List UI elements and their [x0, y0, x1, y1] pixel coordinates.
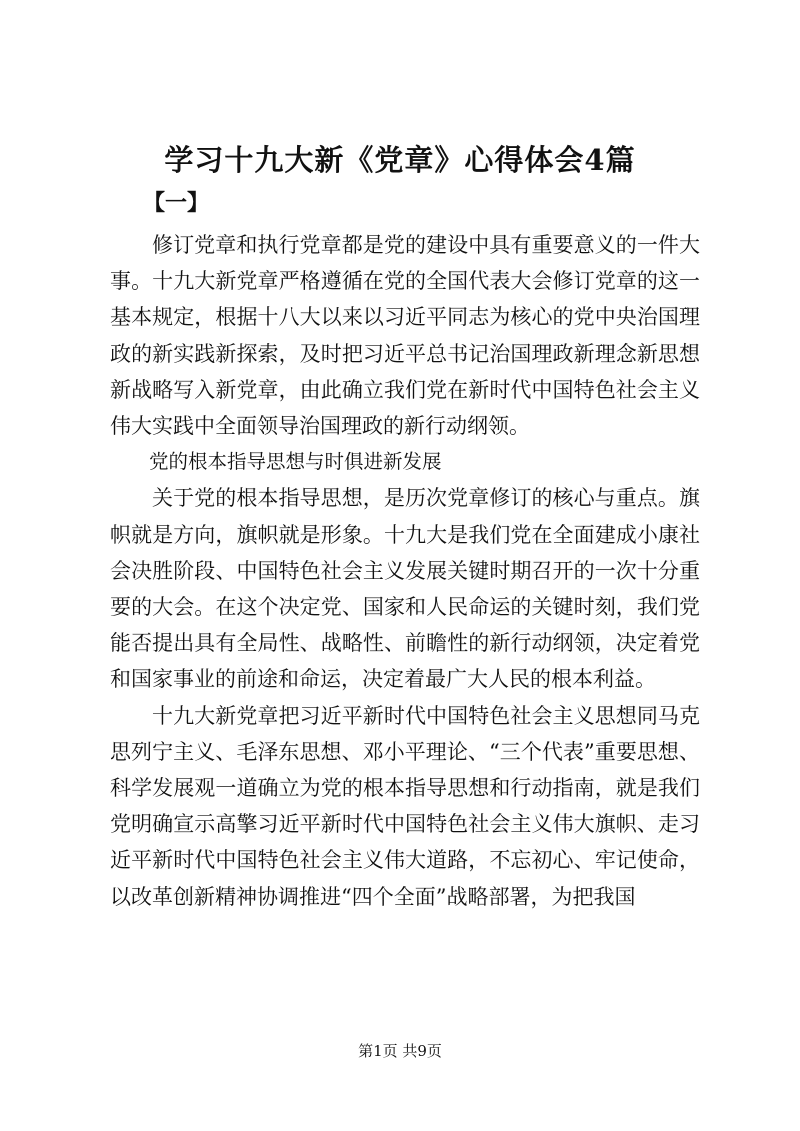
document-title: 学习十九大新《党章》心得体会4篇 [164, 143, 636, 177]
page-footer: 第1页 共9页 [358, 1042, 442, 1060]
document-body [110, 227, 700, 915]
section-subheading: 党的根本指导思想与时俱进新发展 [149, 450, 442, 474]
section-label: 【一】 [143, 190, 210, 216]
body-paragraph: 十九大新党章把习近平新时代中国特色社会主义思想同马克思列宁主义、毛泽东思想、邓小平理论、“三个代表”重要思想、科学发展观一道确立为党的根本指导思想和行动指南，就是我们党明确宣示高擎习近平新时代中国特色社会主义伟大旗帜、走习近平新时代中国特色社会主义伟大道路，不忘初心、牢记使命，以改革创新精神协调推进“四个全面”战略部署，为把我国 [110, 703, 700, 909]
body-paragraph: 关于党的根本指导思想，是历次党章修订的核心与重点。旗帜就是方向，旗帜就是形象。十九大是我们党在全面建成小康社会决胜阶段、中国特色社会主义发展关键时期召开的一次十分重要的大会。在这个决定党、国家和人民命运的关键时刻，我们党能否提出具有全局性、战略性、前瞻性的新行动纲领，决定着党和国家事业的前途和命运，决定着最广大人民的根本利益。 [110, 486, 700, 692]
body-paragraph: 修订党章和执行党章都是党的建设中具有重要意义的一件大事。十九大新党章严格遵循在党的全国代表大会修订党章的这一基本规定，根据十八大以来以习近平同志为核心的党中央治国理政的新实践新探索，及时把习近平总书记治国理政新理念新思想新战略写入新党章，由此确立我们党在新时代中国特色社会主义伟大实践中全面领导治国理政的新行动纲领。 [110, 233, 700, 439]
